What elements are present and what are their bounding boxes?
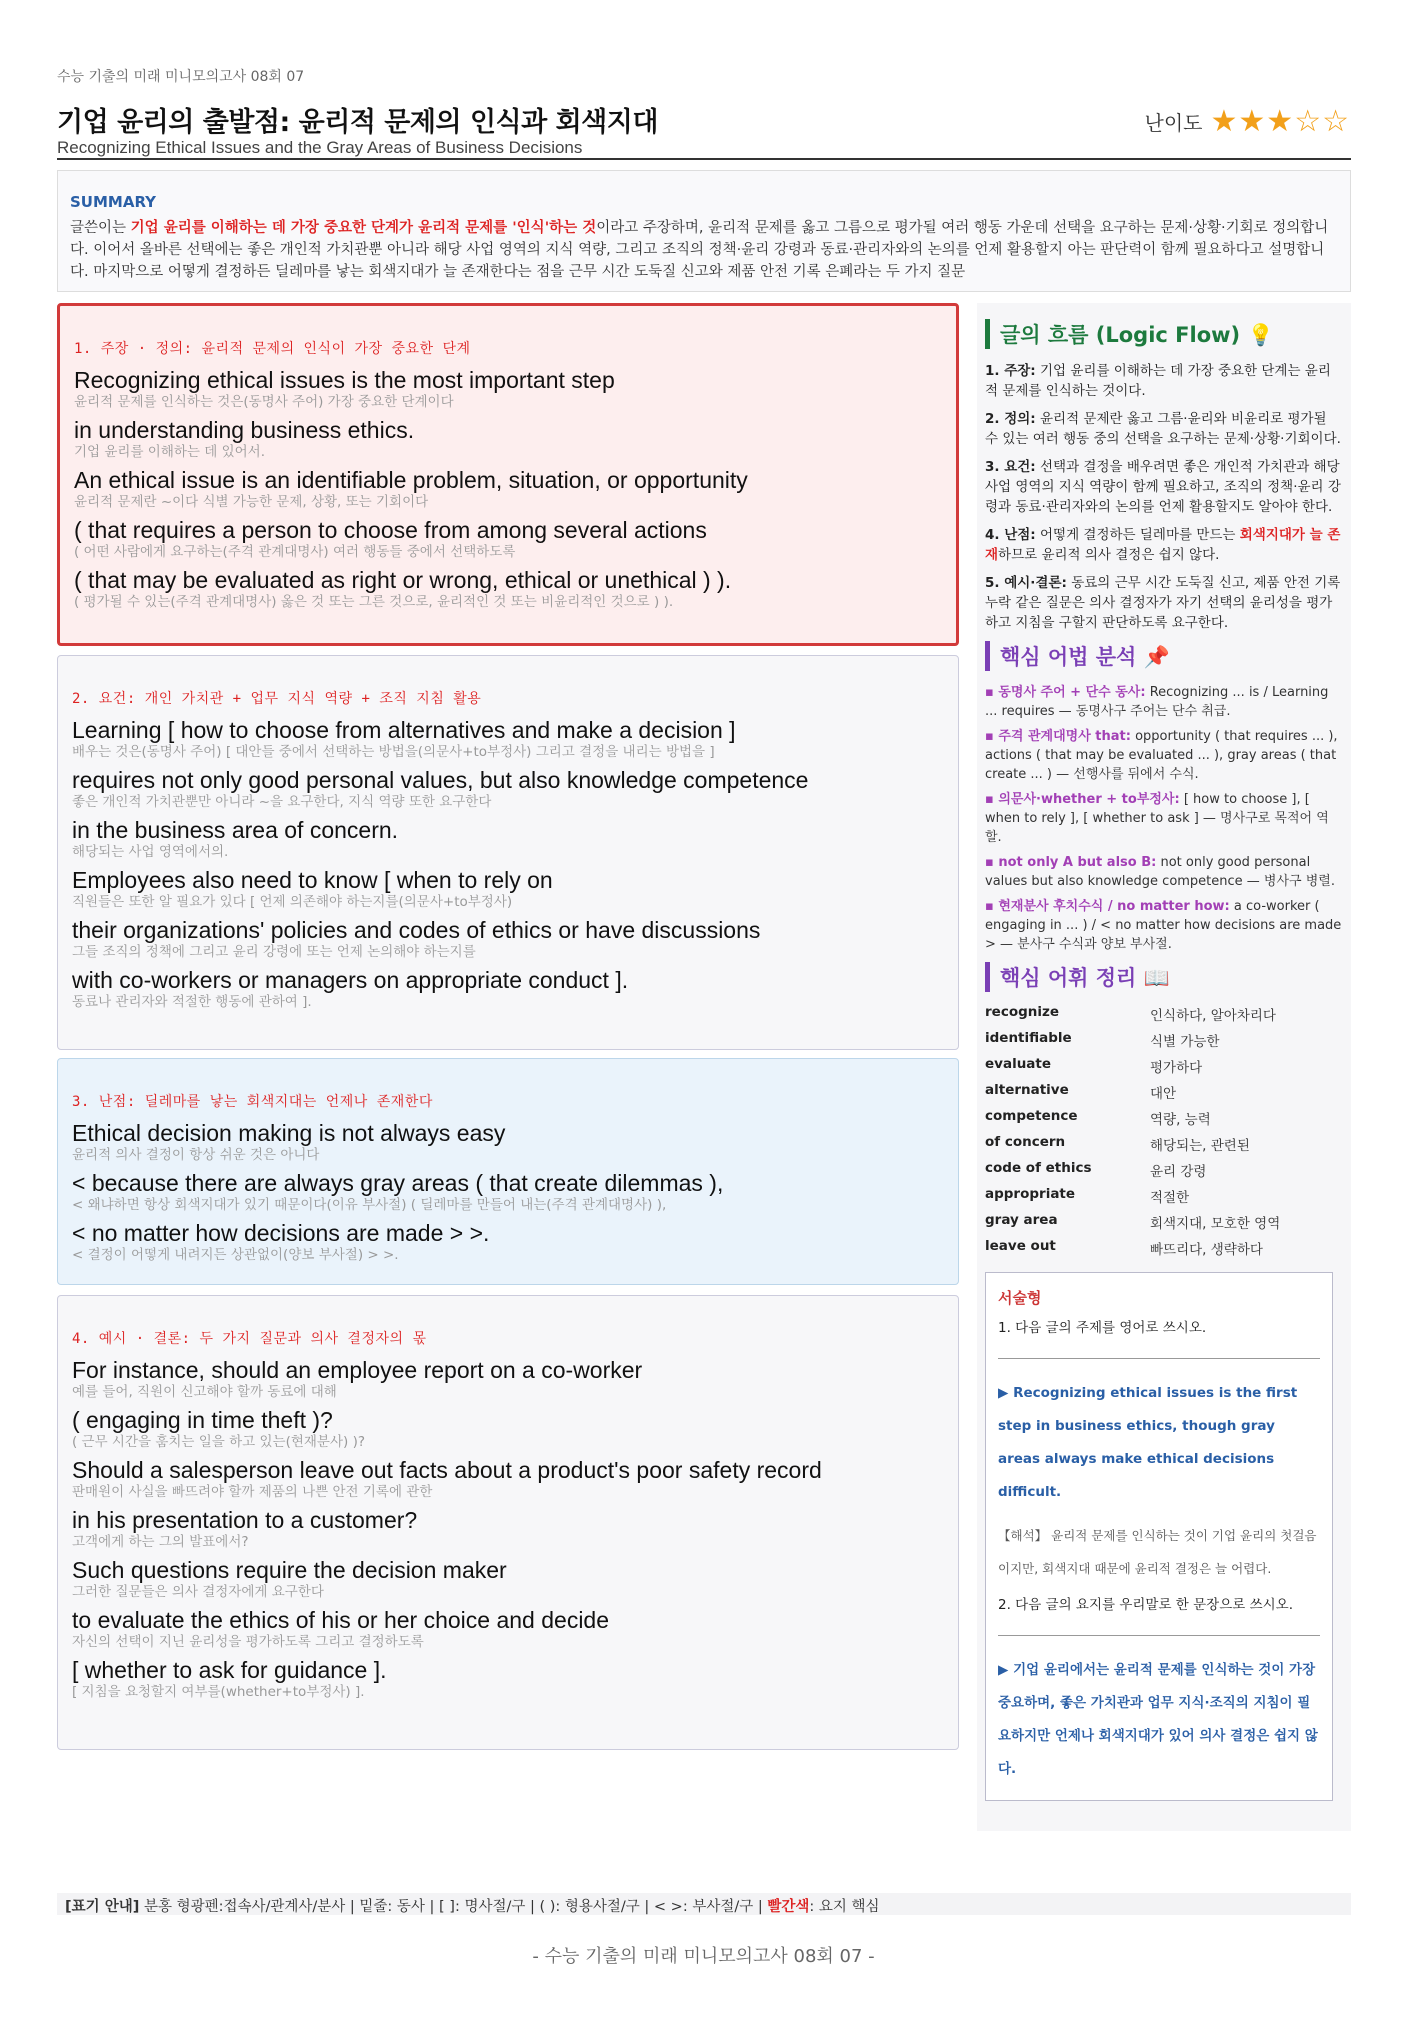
vocab-word: code of ethics	[985, 1160, 1092, 1176]
title-divider	[57, 158, 1351, 160]
sentence-line	[72, 1556, 944, 1600]
sentence-line	[72, 1506, 944, 1550]
sentence-line	[72, 1456, 944, 1500]
flow-label: 5. 예시·결론:	[985, 575, 1067, 591]
korean-gloss: 그들 조직의 정책에 그리고 윤리 강령에 또는 언제 논의해야 하는지를	[72, 944, 476, 960]
korean-gloss: 판매원이 사실을 빠뜨려야 할까 제품의 나쁜 안전 기록에 관한	[72, 1484, 433, 1500]
korean-gloss: 윤리적 문제란 ~이다 식별 가능한 문제, 상황, 또는 기회이다	[74, 494, 429, 510]
logic-flow-item	[985, 409, 1343, 449]
sentence-line	[72, 716, 944, 760]
sentence-line	[74, 416, 942, 460]
sidebar	[977, 303, 1351, 1831]
logic-flow-item	[985, 361, 1343, 401]
vocab-word: leave out	[985, 1238, 1056, 1254]
korean-gloss: ( 어떤 사람에게 요구하는(주격 관계대명사) 여러 행동들 중에서 선택하도록	[74, 544, 516, 560]
grammar-text: not only good personal values but also knowledge competence — 병사구 병렬.	[985, 855, 1335, 889]
korean-gloss: [ 지침을 요청할지 여부를(whether+to부정사) ].	[72, 1684, 365, 1700]
sentence-line	[72, 816, 944, 860]
vocab-word: gray area	[985, 1212, 1058, 1228]
english-text: Recognizing ethical issues is the most important step	[74, 367, 615, 393]
vocab-word: of concern	[985, 1134, 1066, 1150]
summary-label: SUMMARY	[70, 193, 157, 211]
grammar-tag: ▪ not only A but also B:	[985, 855, 1157, 870]
korean-gloss: 동료나 관리자와 적절한 행동에 관하여 ].	[72, 994, 312, 1010]
english-text: their organizations' policies and codes of ethics or have discussions	[72, 917, 761, 943]
korean-gloss: < 왜냐하면 항상 회색지대가 있기 때문이다(이유 부사절) ( 딜레마를 만들어 내는(주격 관계대명사) ),	[72, 1197, 667, 1213]
section-heading: 2. 요건: 개인 가치관 + 업무 지식 역량 + 조직 지침 활용	[72, 691, 482, 707]
sentence-line	[74, 466, 942, 510]
korean-gloss: 직원들은 또한 알 필요가 있다 [ 언제 의존해야 하는지를(의문사+to부정사)	[72, 894, 513, 910]
english-text: Ethical decision making is not always easy	[72, 1120, 506, 1146]
vocab-meaning: 해당되는, 관련된	[1150, 1138, 1250, 1154]
logic-flow-title: 글의 흐름 (Logic Flow)	[1000, 323, 1241, 347]
grammar-text: a co-worker ( engaging in ... ) / < no matter how decisions are made > — 분사구 수식과 양보 부사절.	[985, 899, 1342, 952]
logic-flow-item	[985, 573, 1343, 633]
korean-gloss: 예를 들어, 직원이 신고해야 할까 동료에 대해	[72, 1384, 337, 1400]
section-box	[57, 1295, 959, 1750]
flow-label: 4. 난점:	[985, 527, 1036, 543]
grammar-list	[985, 683, 1343, 954]
difficulty-rating	[1145, 104, 1350, 139]
vocab-meaning: 회색지대, 모호한 영역	[1150, 1216, 1281, 1232]
summary-highlight: 기업 윤리를 이해하는 데 가장 중요한 단계가 윤리적 문제를 '인식'하는 것	[130, 220, 597, 236]
page-title: 기업 윤리의 출발점: 윤리적 문제의 인식과 회색지대	[57, 107, 658, 138]
summary-text-pre: 글쓴이는	[70, 220, 131, 236]
flow-text: 하므로 윤리적 의사 결정은 쉽지 않다.	[998, 547, 1220, 563]
legend-red: 빨간색	[767, 1899, 810, 1915]
pin-icon: 📌	[1143, 645, 1170, 669]
grammar-tag: ▪ 동명사 주어 + 단수 동사:	[985, 685, 1146, 700]
grammar-text: opportunity ( that requires ... ), actions ( that may be evaluated ... ), gray areas ( that create ... ) — 선행사를 뒤에서 수식.	[985, 729, 1338, 782]
sentence-line	[74, 566, 942, 610]
summary-text-post: 이라고 주장하며, 윤리적 문제를 옳고 그름으로 평가될 여러 행동 가운데 선택을 요구하는 문제·상황·기회로 정의합니다. 이어서 올바른 선택에는 좋은 개인적 가치관뿐 아니라 해당 사업 영역의 지식 역량, 그리고 조직의 정책·윤리 강령과 동료·관리자와의 논의를 언제 활용할지 아는 판단력이 함께 필요하다고 설명합니다. 마지막으로 어떻게 결정하든 딜레마를 낳는 회색지대가 늘 존재한다는 점을 근무 시간 도둑질 신고와 제품 안전 기록 은폐라는 두 가지 질문	[70, 220, 1329, 280]
grammar-item	[985, 897, 1343, 954]
english-text: to evaluate the ethics of his or her choice and decide	[72, 1607, 610, 1633]
sentence-line	[72, 1119, 944, 1163]
english-text: Learning [ how to choose from alternatives and make a decision ]	[72, 717, 736, 743]
sentence-line	[72, 1169, 944, 1213]
flow-label: 3. 요건:	[985, 459, 1036, 475]
grammar-tag: ▪ 주격 관계대명사 that:	[985, 729, 1131, 744]
sentence-line	[72, 866, 944, 910]
sentence-line	[74, 366, 942, 410]
grammar-heading	[985, 641, 1343, 671]
english-text: [ whether to ask for guidance ].	[72, 1657, 387, 1683]
grammar-text: [ how to choose ], [ when to rely ], [ whether to ask ] — 명사구로 목적어 역할.	[985, 792, 1329, 845]
korean-gloss: ( 근무 시간을 훔치는 일을 하고 있는(현재분사) )?	[72, 1434, 366, 1450]
vocab-meaning: 평가하다	[1150, 1060, 1203, 1076]
lightbulb-icon: 💡	[1247, 323, 1274, 347]
legend-text: 분홍 형광펜:접속사/관계사/분사 | 밑줄: 동사 | [ ]: 명사절/구 | ( ): 형용사절/구 | < >: 부사절/구 |	[139, 1899, 768, 1915]
english-text: ( that requires a person to choose from among several actions	[74, 517, 707, 543]
star-icon: ★★★☆☆	[1210, 104, 1350, 139]
english-text: An ethical issue is an identifiable problem, situation, or opportunity	[74, 467, 748, 493]
logic-flow-item	[985, 525, 1343, 565]
legend-tail: : 요지 핵심	[809, 1899, 880, 1915]
vocab-word: recognize	[985, 1004, 1060, 1020]
vocab-word: appropriate	[985, 1186, 1076, 1202]
sentence-line	[72, 966, 944, 1010]
sentence-line	[72, 1356, 944, 1400]
korean-gloss: 배우는 것은(동명사 주어) [ 대안들 중에서 선택하는 방법을(의문사+to부정사) 그리고 결정을 내리는 방법을 ]	[72, 744, 715, 760]
section-heading: 1. 주장 · 정의: 윤리적 문제의 인식이 가장 중요한 단계	[74, 341, 471, 357]
korean-gloss: 기업 윤리를 이해하는 데 있어서.	[74, 444, 265, 460]
vocab-title: 핵심 어휘 정리	[1000, 966, 1137, 990]
korean-gloss: 그러한 질문들은 의사 결정자에게 요구한다	[72, 1584, 324, 1600]
english-text: Should a salesperson leave out facts about a product's poor safety record	[72, 1457, 822, 1483]
english-text: ( engaging in time theft )?	[72, 1407, 333, 1433]
book-icon: 📖	[1143, 966, 1170, 990]
flow-text: 동료의 근무 시간 도둑질 신고, 제품 안전 기록 누락 같은 질문은 의사 결정자가 자기 선택의 윤리성을 평가하고 지침을 구할지 판단하도록 요구한다.	[985, 575, 1341, 631]
vocab-meaning: 역량, 능력	[1150, 1112, 1211, 1128]
english-text: Employees also need to know [ when to rely on	[72, 867, 553, 893]
korean-gloss: 고객에게 하는 그의 발표에서?	[72, 1534, 249, 1550]
english-text: requires not only good personal values, but also knowledge competence	[72, 767, 809, 793]
section-box	[57, 1058, 959, 1285]
english-text: in understanding business ethics.	[74, 417, 415, 443]
legend-bar	[57, 1893, 1351, 1915]
vocab-word: competence	[985, 1108, 1078, 1124]
korean-gloss: 해당되는 사업 영역에서의.	[72, 844, 229, 860]
logic-flow-list	[985, 361, 1343, 633]
grammar-title: 핵심 어법 분석	[1000, 645, 1137, 669]
sentence-line	[72, 1219, 944, 1263]
vocab-meaning: 적절한	[1150, 1190, 1190, 1206]
essay-answer-2: ▶ 기업 윤리에서는 윤리적 문제를 인식하는 것이 가장 중요하며, 좋은 가치관과 업무 지식·조직의 지침이 필요하지만 언제나 회색지대가 있어 의사 결정은 쉽지 않다.	[998, 1662, 1318, 1777]
grammar-text: Recognizing ... is / Learning ... requires — 동명사구 주어는 단수 취급.	[985, 685, 1329, 719]
flow-text: 윤리적 문제란 옳고 그름·윤리와 비윤리로 평가될 수 있는 여러 행동 중의 선택을 요구하는 문제·상황·기회이다.	[985, 411, 1341, 447]
summary-box	[57, 170, 1351, 292]
flow-text: 선택과 결정을 배우려면 좋은 개인적 가치관과 해당 사업 영역의 지식 역량이 함께 필요하고, 조직의 정책·윤리 강령과 동료·관리자와의 논의를 언제 활용할지도 알아야 한다.	[985, 459, 1341, 515]
korean-gloss: 윤리적 의사 결정이 항상 쉬운 것은 아니다	[72, 1147, 320, 1163]
sentence-line	[72, 1406, 944, 1450]
vocab-meaning: 윤리 강령	[1150, 1164, 1207, 1180]
english-text: in the business area of concern.	[72, 817, 399, 843]
english-text: < no matter how decisions are made > >.	[72, 1220, 490, 1246]
english-text: with co-workers or managers on appropriate conduct ].	[72, 967, 629, 993]
difficulty-label: 난이도	[1144, 111, 1203, 135]
grammar-tag: ▪ 현재분사 후치수식 / no matter how:	[985, 899, 1230, 914]
sentence-line	[72, 1656, 944, 1700]
vocab-word: evaluate	[985, 1056, 1052, 1072]
english-text: Such questions require the decision maker	[72, 1557, 507, 1583]
english-text: in his presentation to a customer?	[72, 1507, 418, 1533]
page-footer: - 수능 기출의 미래 미니모의고사 08회 07 -	[532, 1946, 875, 1967]
vocab-meaning: 인식하다, 알아차리다	[1150, 1008, 1276, 1024]
flow-text: 기업 윤리를 이해하는 데 가장 중요한 단계는 윤리적 문제를 인식하는 것이다.	[985, 363, 1331, 399]
vocab-word: alternative	[985, 1082, 1069, 1098]
korean-gloss: < 결정이 어떻게 내려지든 상관없이(양보 부사절) > >.	[72, 1247, 399, 1263]
section-heading: 4. 예시 · 결론: 두 가지 질문과 의사 결정자의 몫	[72, 1331, 427, 1347]
grammar-item	[985, 683, 1343, 721]
summary-text	[70, 217, 1338, 283]
answer-line	[998, 1358, 1320, 1359]
vocab-meaning: 빠뜨리다, 생략하다	[1150, 1242, 1263, 1258]
essay-answer-1: ▶ Recognizing ethical issues is the first step in business ethics, though gray areas always make ethical decisions difficult.	[998, 1385, 1298, 1500]
flow-label: 1. 주장:	[985, 363, 1036, 379]
korean-gloss: ( 평가될 수 있는(주격 관계대명사) 옳은 것 또는 그른 것으로, 윤리적인 것 또는 비윤리적인 것으로 ) ).	[74, 594, 674, 610]
essay-question-1: 1. 다음 글의 주제를 영어로 쓰시오.	[998, 1320, 1207, 1336]
logic-flow-item	[985, 457, 1343, 517]
section-box	[57, 303, 959, 646]
vocab-list	[985, 1004, 1343, 1258]
english-text: ( that may be evaluated as right or wrong, ethical or unethical ) ).	[74, 567, 732, 593]
korean-gloss: 윤리적 문제를 인식하는 것은(동명사 주어) 가장 중요한 단계이다	[74, 394, 454, 410]
grammar-item	[985, 727, 1343, 784]
legend-label: [표기 안내]	[65, 1899, 140, 1915]
grammar-item	[985, 853, 1343, 891]
vocab-word: identifiable	[985, 1030, 1072, 1046]
korean-gloss: 좋은 개인적 가치관뿐만 아니라 ~을 요구한다, 지식 역량 또한 요구한다	[72, 794, 492, 810]
sentence-line	[72, 1606, 944, 1650]
vocab-meaning: 식별 가능한	[1150, 1034, 1220, 1050]
section-heading: 3. 난점: 딜레마를 낳는 회색지대는 언제나 존재한다	[72, 1094, 433, 1110]
essay-translation-1: 【해석】 윤리적 문제를 인식하는 것이 기업 윤리의 첫걸음이지만, 회색지대 때문에 윤리적 결정은 늘 어렵다.	[998, 1528, 1317, 1576]
section-box	[57, 655, 959, 1050]
answer-line	[998, 1635, 1320, 1636]
english-text: < because there are always gray areas ( that create dilemmas ),	[72, 1170, 724, 1196]
vocab-meaning: 대안	[1150, 1086, 1177, 1102]
korean-gloss: 자신의 선택이 지닌 윤리성을 평가하도록 그리고 결정하도록	[72, 1634, 424, 1650]
grammar-item	[985, 790, 1343, 847]
flow-highlight: 회색지대가 늘 존재	[985, 527, 1341, 563]
grammar-tag: ▪ 의문사·whether + to부정사:	[985, 792, 1180, 807]
sentence-line	[72, 766, 944, 810]
english-text: For instance, should an employee report on a co-worker	[72, 1357, 643, 1383]
page-subtitle: Recognizing Ethical Issues and the Gray Areas of Business Decisions	[57, 138, 583, 157]
flow-label: 2. 정의:	[985, 411, 1036, 427]
series-label: 수능 기출의 미래 미니모의고사 08회 07	[57, 69, 305, 85]
sentence-line	[72, 916, 944, 960]
flow-text: 어떻게 결정하든 딜레마를 만드는	[1040, 527, 1240, 543]
vocab-heading	[985, 962, 1343, 992]
logic-flow-heading	[985, 319, 1343, 349]
essay-box	[985, 1272, 1333, 1801]
sentence-line	[74, 516, 942, 560]
essay-label: 서술형	[998, 1289, 1042, 1307]
essay-question-2: 2. 다음 글의 요지를 우리말로 한 문장으로 쓰시오.	[998, 1597, 1293, 1613]
